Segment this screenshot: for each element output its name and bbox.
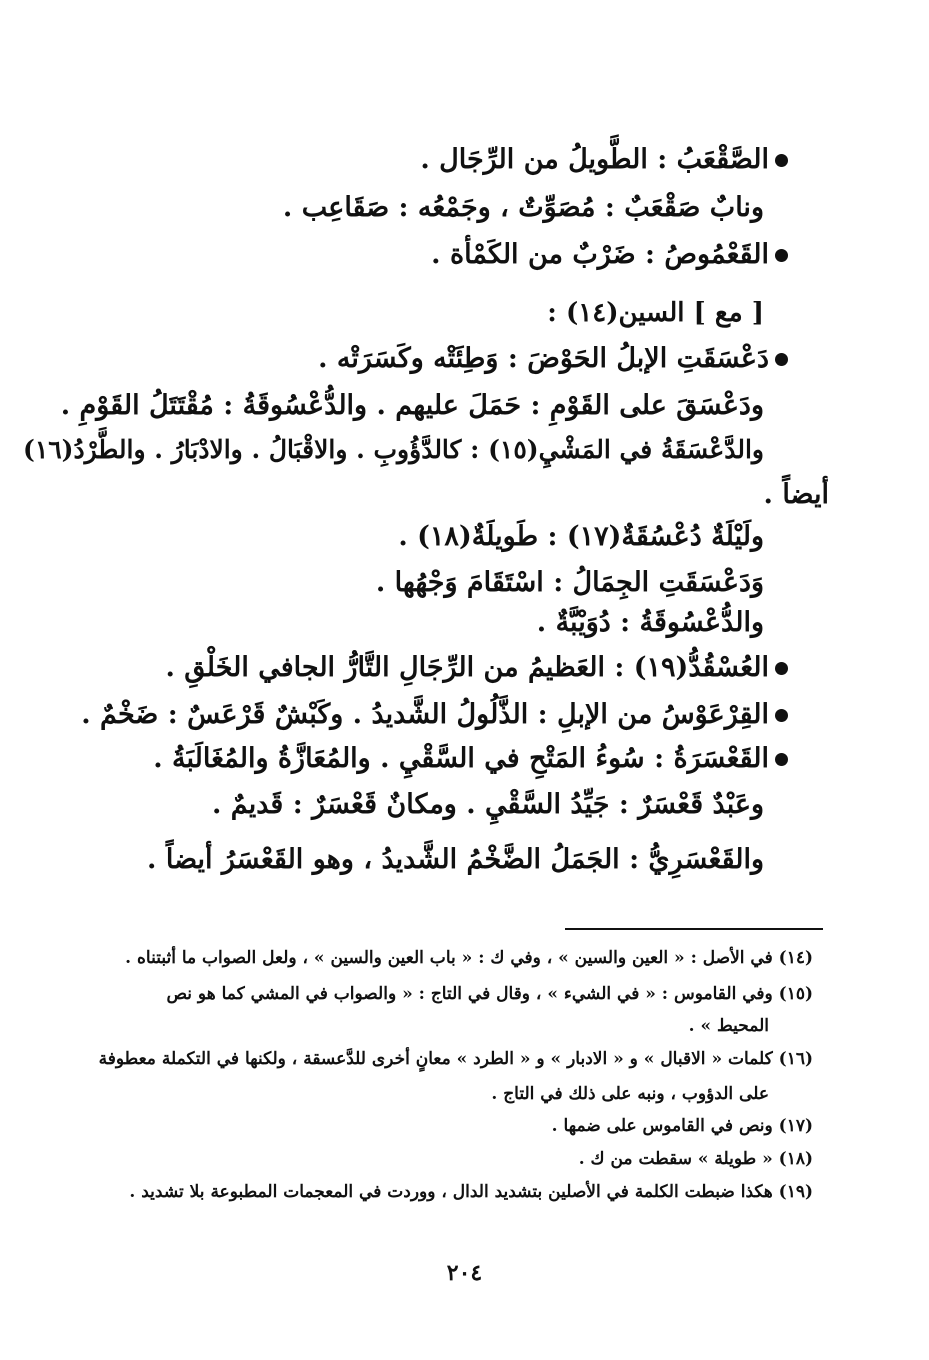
entry-text: القَعْمُوصُ : ضَرْبٌ من الكَمْأة . bbox=[431, 239, 769, 270]
entry-line bbox=[431, 238, 788, 272]
entry-line bbox=[81, 698, 788, 732]
footnote-continuation: على الدؤوب ، ونبه على ذلك في التاج . bbox=[491, 1084, 769, 1104]
entry-text: والقَعْسَرِيُّ : الجَمَلُ الضَّخْمُ الشَّديدُ ، وهو القَعْسَرُ أيضاً . bbox=[147, 844, 764, 875]
bullet-icon bbox=[775, 753, 788, 766]
entry-text: ولَيْلَةٌ دُعْسُقَةٌ(١٧) : طَويلَةٌ(١٨) . bbox=[398, 521, 764, 552]
entry-text: والدَّعْسَقَةُ في المَشْيِ(١٥) : كالدَّؤُوبِ . والاقْبَالُ . والادْبَارُ . والطَّرْدُ(١٦) bbox=[22, 435, 764, 464]
entry-text: الصَّقْعَبُ : الطَّويلُ من الرِّجَال . bbox=[420, 144, 769, 175]
entry-text: القِرْعَوْسُ من الإبلِ : الذَّلُولُ الشَّديدُ . وكَبْشٌ قَرْعَسٌ : ضَخْمٌ . bbox=[81, 699, 769, 730]
entry-text: وعَبْدٌ قَعْسَرٌ : جَيِّدُ السَّقْيِ . ومكانٌ قَعْسَرٌ : قَديمٌ . bbox=[211, 789, 764, 820]
entry-text: دَعْسَقَتِ الإبلُ الحَوْضَ : وَطِئَتْه وكَسَرَتْه . bbox=[318, 343, 769, 374]
entry-line bbox=[153, 742, 788, 776]
entry-line bbox=[147, 843, 764, 877]
section-heading bbox=[547, 296, 764, 330]
footnote: (١٩) هكذا ضبطت الكلمة في الأصلين بتشديد الدال ، ووردت في المعجمات المطبوعة بلا تشديد . bbox=[129, 1182, 813, 1202]
footnote: (١٥) وفي القاموس : « في الشيء » ، وقال في التاج : « والصواب في المشي كما هو نص bbox=[166, 984, 813, 1004]
footnote: (١٤) في الأصل : « العين والسين » ، وفي ك : « باب العين والسين » ، ولعل الصواب ما أثبتناه . bbox=[125, 948, 813, 968]
entry-line bbox=[61, 389, 764, 423]
entry-line bbox=[420, 143, 788, 177]
footnote-divider bbox=[565, 928, 823, 930]
entry-text: القَعْسَرَةُ : سُوءُ المَتْحِ في السَّقْيِ . والمُعَازَّةُ والمُغَالَبَةُ . bbox=[153, 743, 769, 774]
entry-text: العُسْقُدُّ(١٩) : العَظيمُ من الرِّجَالِ التَّارُّ الجافي الخَلْقِ . bbox=[165, 652, 769, 683]
entry-line bbox=[283, 191, 764, 225]
entry-text: [ مع ] السين(١٤) : bbox=[547, 298, 764, 328]
entry-text: وَدَعْسَقَتِ الجِمَالُ : اسْتَقَامَ وَجْهُها . bbox=[375, 567, 764, 598]
entry-line bbox=[398, 520, 764, 554]
entry-line bbox=[764, 478, 829, 512]
bullet-icon bbox=[775, 662, 788, 675]
entry-text: ونابٌ صَقْعَبٌ : مُصَوِّتٌ ، وجَمْعُه : صَقَاعِب . bbox=[282, 192, 764, 223]
bullet-icon bbox=[775, 249, 788, 262]
bullet-icon bbox=[775, 353, 788, 366]
page-number: ٢٠٤ bbox=[446, 1260, 483, 1286]
entry-line bbox=[376, 566, 764, 600]
entry-line bbox=[537, 606, 764, 640]
entry-text: ودَعْسَقَ على القَوْمِ : حَمَلَ عليهم . والدُّعْسُوقَةُ : مُقْتَتَلُ القَوْمِ . bbox=[60, 390, 764, 421]
bullet-icon bbox=[775, 709, 788, 722]
entry-line bbox=[165, 651, 788, 685]
entry-line bbox=[318, 342, 788, 376]
entry-text: أيضاً . bbox=[763, 479, 829, 510]
footnote: (١٦) كلمات « الاقبال » و « الادبار » و « الطرد » معانٍ أخرى للدَّعسقة ، ولكنها في التكملة معطوفة bbox=[98, 1049, 813, 1069]
footnote-continuation: المحيط » . bbox=[688, 1016, 769, 1036]
entry-line bbox=[23, 433, 764, 467]
bullet-icon bbox=[775, 154, 788, 167]
entry-text: والدُّعْسُوقَةُ : دُوَيْبَّةٌ . bbox=[536, 607, 764, 638]
entry-line bbox=[212, 788, 764, 822]
footnote: (١٨) « طويلة » سقطت من ك . bbox=[578, 1149, 813, 1169]
footnote: (١٧) ونص في القاموس على ضمها . bbox=[551, 1116, 813, 1136]
